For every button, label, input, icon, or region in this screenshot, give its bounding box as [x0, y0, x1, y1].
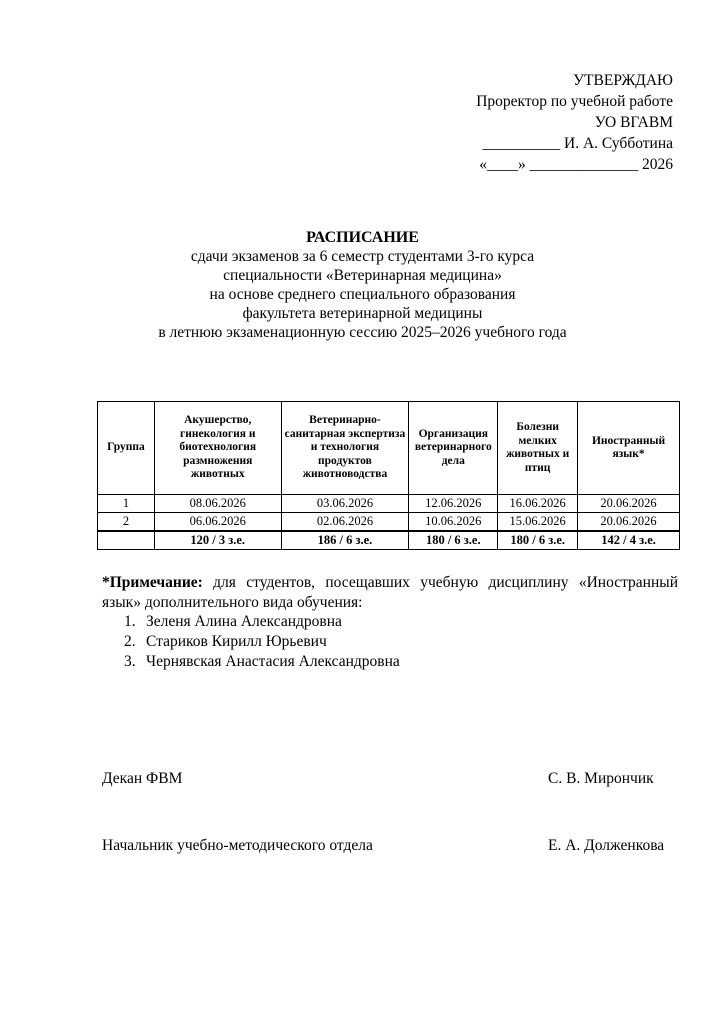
- cell-date: 03.06.2026: [281, 495, 409, 513]
- cell-total: 180 / 6 з.е.: [409, 531, 498, 550]
- list-number: 3.: [124, 653, 136, 670]
- table-row: [98, 495, 680, 513]
- table-header-row: [98, 402, 680, 495]
- heading-line: сдачи экзаменов за 6 семестр студентами 3-го курса: [190, 248, 535, 265]
- cell-date: 08.06.2026: [154, 495, 281, 513]
- cell-total-empty: [98, 531, 155, 550]
- cell-date: 20.06.2026: [578, 513, 680, 532]
- table-row: [98, 513, 680, 532]
- approval-title: УТВЕРЖДАЮ: [573, 72, 673, 89]
- cell-date: 06.06.2026: [154, 513, 281, 532]
- header-vet-sanitary: Ветеринарно-санитарная экспертиза и технология продуктов животноводства: [281, 402, 409, 495]
- exam-schedule-table: [97, 401, 680, 550]
- signature-dean: [102, 769, 678, 789]
- list-item: [124, 612, 400, 632]
- header-foreign-language: Иностранный язык*: [578, 402, 680, 495]
- student-name: Стариков Кирилл Юрьевич: [146, 633, 327, 650]
- heading-line: факультета ветеринарной медицины: [242, 305, 483, 322]
- cell-date: 10.06.2026: [409, 513, 498, 532]
- header-small-animal-diseases: Болезни мелких животных и птиц: [498, 402, 578, 495]
- note-label: *Примечание:: [102, 574, 203, 591]
- signature-head-of-department: [102, 836, 678, 856]
- header-obstetrics: Акушерство, гинекология и биотехнология размножения животных: [154, 402, 281, 495]
- approval-signature-line: __________ И. А. Субботина: [482, 135, 673, 152]
- document-heading: [0, 228, 725, 342]
- heading-line: в летнюю экзаменационную сессию 2025–2026 учебного года: [158, 324, 567, 341]
- header-vet-organization: Организация ветеринарного дела: [409, 402, 498, 495]
- table-totals-row: [98, 531, 680, 550]
- cell-total: 120 / 3 з.е.: [154, 531, 281, 550]
- list-number: 1.: [124, 613, 136, 630]
- cell-group: 2: [98, 513, 155, 532]
- signature-position: Начальник учебно-методического отдела: [102, 837, 373, 854]
- cell-group: 1: [98, 495, 155, 513]
- cell-date: 12.06.2026: [409, 495, 498, 513]
- cell-total: 180 / 6 з.е.: [498, 531, 578, 550]
- student-list: [124, 612, 400, 672]
- signature-position: Декан ФВМ: [102, 770, 183, 787]
- cell-date: 02.06.2026: [281, 513, 409, 532]
- heading-line: специальности «Ветеринарная медицина»: [223, 267, 502, 284]
- note-paragraph: [102, 573, 678, 613]
- cell-total: 186 / 6 з.е.: [281, 531, 409, 550]
- header-group: Группа: [98, 402, 155, 495]
- signature-name: С. В. Мирончик: [548, 770, 654, 787]
- approval-block: [476, 70, 673, 175]
- document-title: РАСПИСАНИЕ: [306, 229, 419, 246]
- heading-line: на основе среднего специального образования: [209, 286, 516, 303]
- list-number: 2.: [124, 633, 136, 650]
- list-item: [124, 632, 400, 652]
- approval-org: УО ВГАВМ: [594, 114, 673, 131]
- note-text: для студентов, посещавших учебную дисциплину «Иностранный язык» дополнительного вида обучения:: [102, 574, 678, 611]
- student-name: Зеленя Алина Александровна: [146, 613, 342, 630]
- cell-date: 15.06.2026: [498, 513, 578, 532]
- list-item: [124, 652, 400, 672]
- signature-name: Е. А. Долженкова: [548, 837, 665, 854]
- cell-date: 20.06.2026: [578, 495, 680, 513]
- student-name: Чернявская Анастасия Александровна: [146, 653, 400, 670]
- cell-total: 142 / 4 з.е.: [578, 531, 680, 550]
- approval-position: Проректор по учебной работе: [476, 93, 673, 110]
- cell-date: 16.06.2026: [498, 495, 578, 513]
- approval-date-line: «____» ______________ 2026: [479, 156, 673, 173]
